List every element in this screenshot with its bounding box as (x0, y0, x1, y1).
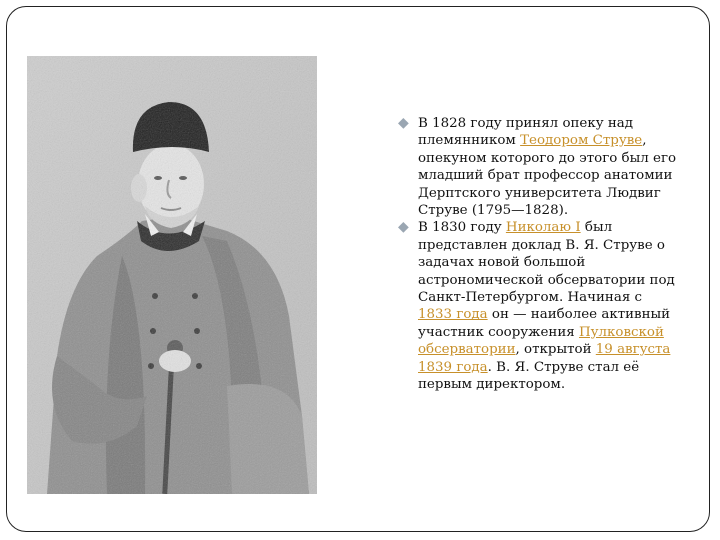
diamond-bullet-icon: ◆ (398, 115, 409, 131)
bullet-text: он — наиболее активный участник сооружения (418, 307, 671, 340)
inline-link[interactable]: Пулковской обсерватории (418, 324, 664, 358)
portrait-illustration (27, 56, 317, 494)
portrait-photo (27, 56, 317, 494)
bullet-item (398, 219, 680, 393)
bullet-text: , открытой (515, 342, 596, 358)
inline-link[interactable]: 19 августа (595, 342, 671, 358)
bullet-text: . В. Я. Струве стал её первым директором. (418, 359, 640, 393)
diamond-bullet-icon: ◆ (398, 219, 409, 236)
inline-link[interactable]: Николаю I (505, 220, 581, 236)
bullet-text: В 1830 году (418, 220, 506, 236)
inline-link[interactable]: 1833 года (418, 307, 488, 323)
inline-link[interactable]: 1839 года (418, 359, 488, 375)
bullet-text: В 1828 году принял опеку над племянником (418, 116, 634, 149)
bullet-text: был представлен доклад В. Я. Струве о задачах новой большой астрономической обсерватории под Санкт-Петербургом. Начиная с (418, 220, 675, 306)
bullet-item (398, 115, 680, 219)
inline-link[interactable]: Теодором Струве (520, 133, 643, 149)
bullet-list (398, 115, 680, 394)
bullet-text: , опекуном которого до этого был его младший брат профессор анатомии Дерптского университета Людвиг Струве (1795—1828). (418, 133, 677, 219)
